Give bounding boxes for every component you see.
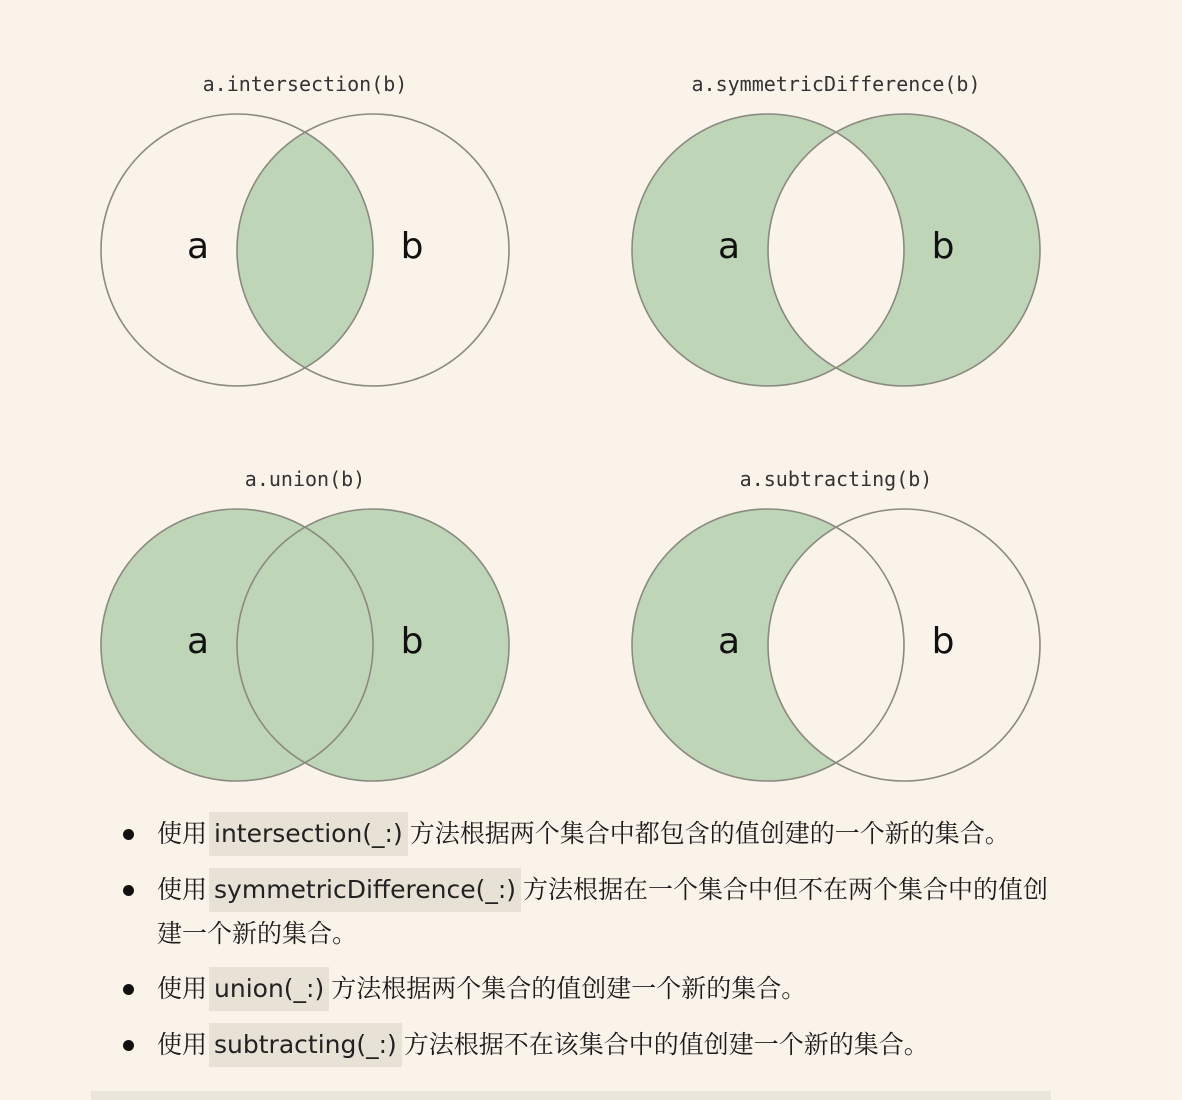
set-label-a: a	[186, 621, 210, 662]
venn-title: a.intersection(b)	[202, 72, 408, 96]
venn-union	[101, 467, 509, 781]
bullet-icon	[123, 984, 134, 995]
venn-subtracting	[632, 467, 1040, 781]
shaded-regions	[632, 509, 1040, 781]
list-item-subtracting	[120, 1023, 1060, 1067]
code-symmetric-difference: symmetricDifference(_:)	[209, 868, 521, 912]
venn-title: a.union(b)	[244, 467, 366, 491]
item-description: 方法根据在一个集合中但不在两个集合中的值创建一个新的集合。	[157, 875, 1049, 948]
code-union: union(_:)	[209, 967, 329, 1011]
set-label-a: a	[186, 226, 210, 267]
item-prefix: 使用	[157, 1030, 208, 1059]
set-label-a: a	[717, 621, 741, 662]
venn-intersection	[101, 72, 509, 386]
set-label-b: b	[931, 621, 955, 662]
set-label-a: a	[717, 226, 741, 267]
item-prefix: 使用	[157, 875, 208, 904]
venn-symmetric-difference	[632, 72, 1040, 386]
item-description: 方法根据两个集合的值创建一个新的集合。	[331, 974, 807, 1003]
code-block-top-edge	[91, 1091, 1051, 1100]
set-label-b: b	[400, 621, 424, 662]
method-description-list	[120, 812, 1060, 1079]
item-description: 方法根据两个集合中都包含的值创建的一个新的集合。	[409, 819, 1010, 848]
bullet-icon	[123, 885, 134, 896]
bullet-icon	[123, 1040, 134, 1051]
venn-title: a.subtracting(b)	[739, 467, 933, 491]
list-item-union	[120, 967, 1060, 1011]
item-prefix: 使用	[157, 974, 208, 1003]
list-item-symmetric-difference	[120, 868, 1060, 955]
shaded-regions	[632, 114, 1040, 386]
list-item-intersection	[120, 812, 1060, 856]
set-label-b: b	[400, 226, 424, 267]
set-label-b: b	[931, 226, 955, 267]
bullet-icon	[123, 829, 134, 840]
venn-title: a.symmetricDifference(b)	[691, 72, 981, 96]
shaded-regions	[101, 509, 509, 781]
item-prefix: 使用	[157, 819, 208, 848]
code-intersection: intersection(_:)	[209, 812, 408, 856]
item-description: 方法根据不在该集合中的值创建一个新的集合。	[403, 1030, 929, 1059]
code-subtracting: subtracting(_:)	[209, 1023, 402, 1067]
